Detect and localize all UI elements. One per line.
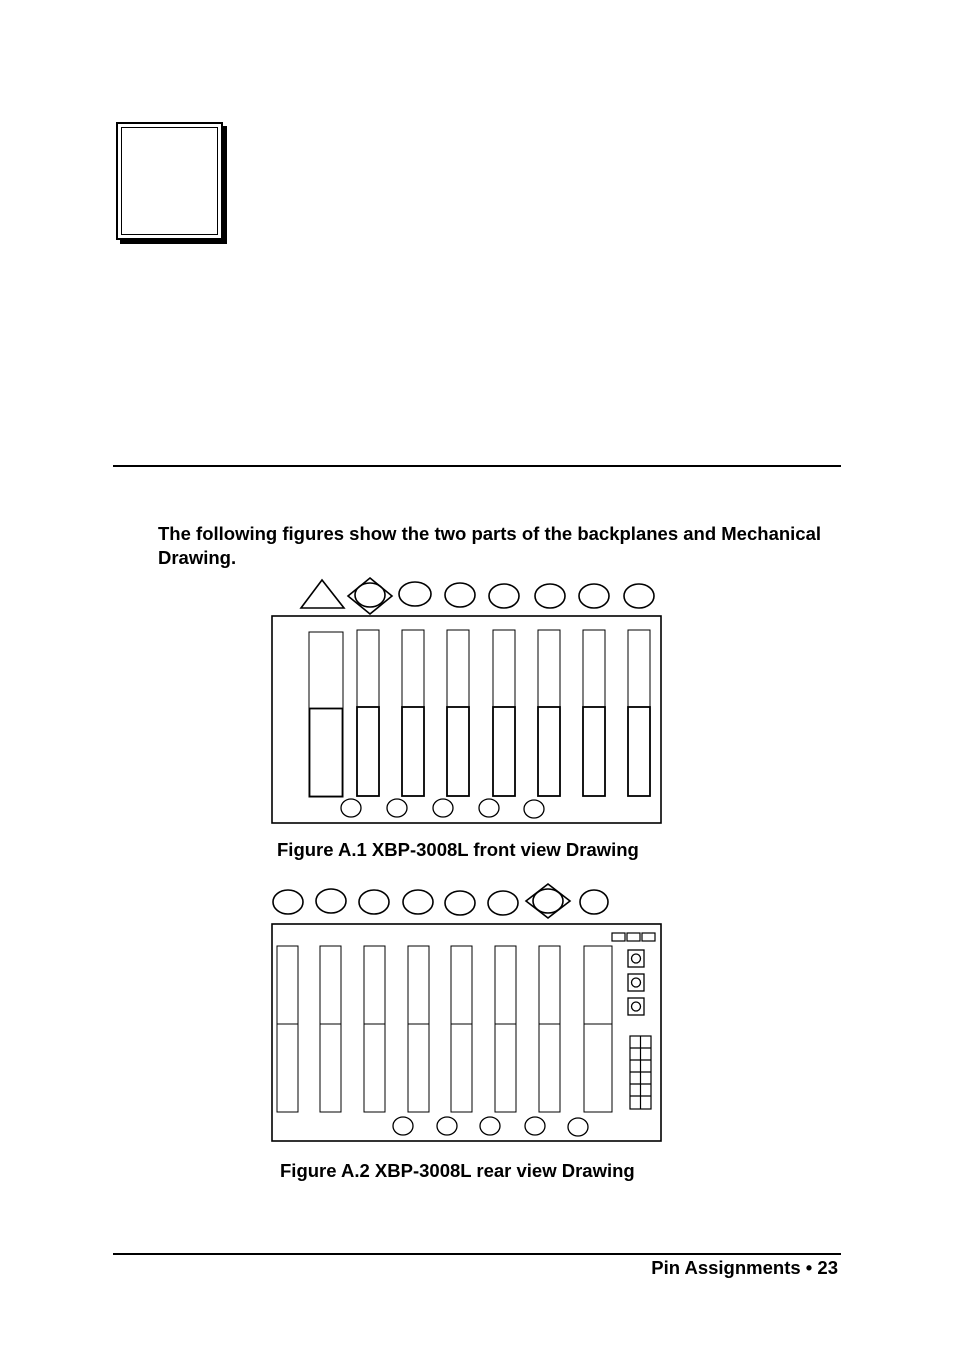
front-triangle-marker: [301, 580, 344, 608]
rear-view-drawing: [272, 884, 661, 1141]
rear-connectors: [628, 950, 644, 1015]
footer-section: Pin Assignments: [651, 1257, 801, 1278]
footer-rule: [113, 1253, 841, 1255]
rear-jumpers: [612, 933, 655, 941]
rear-board-outline: [272, 924, 661, 1141]
rear-power-connector: [630, 1036, 651, 1109]
front-slots: [357, 630, 650, 796]
page-number: 23: [817, 1257, 838, 1278]
rear-slots: [277, 946, 612, 1112]
footer-separator: •: [805, 1257, 813, 1278]
figure-a2-caption: Figure A.2 XBP-3008L rear view Drawing: [280, 1160, 635, 1181]
figure-a1-caption: Figure A.1 XBP-3008L front view Drawing: [277, 839, 639, 860]
intro-paragraph: The following figures show the two parts of the backplanes and Mechanical Drawing.: [158, 523, 822, 568]
page-footer: [651, 1257, 838, 1279]
front-view-drawing: [272, 578, 661, 823]
front-board-outline: [272, 616, 661, 823]
